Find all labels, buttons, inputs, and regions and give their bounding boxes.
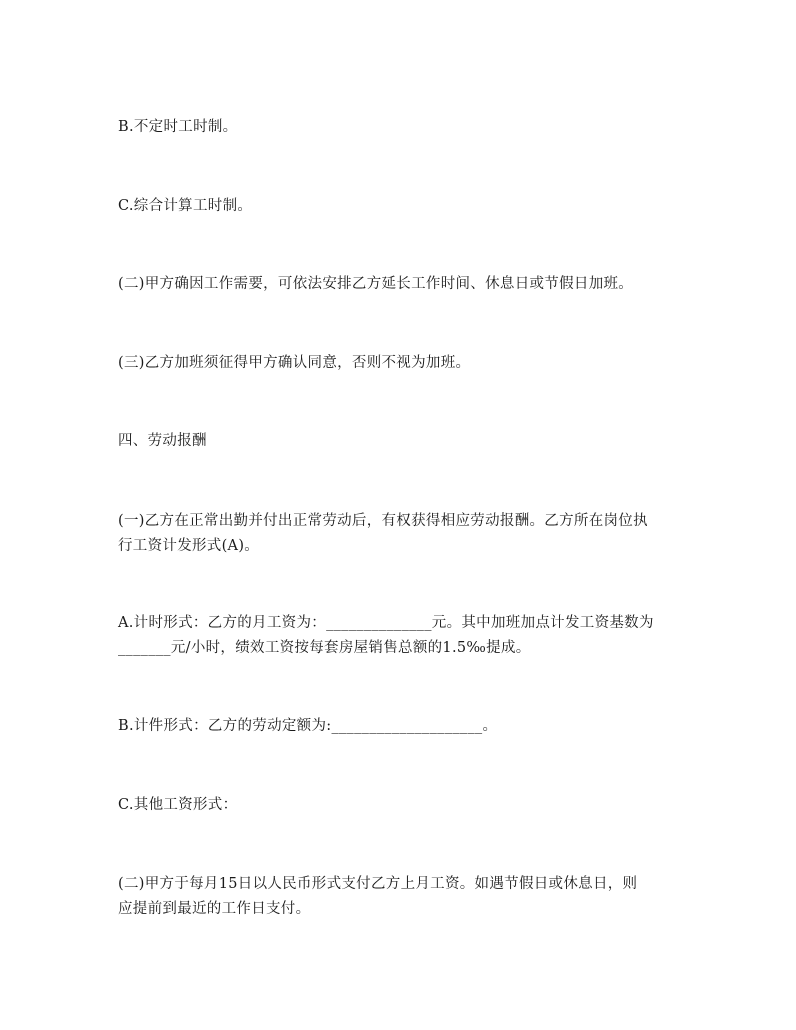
paragraph-flexible-hours: B.不定时工时制。 <box>118 119 238 135</box>
paragraph-overtime-arrangement: (二)甲方确因工作需要，可依法安排乙方延长工作时间、休息日或节假日加班。 <box>118 276 634 292</box>
paragraph-remuneration-right <box>118 509 688 559</box>
paragraph-payment-date <box>118 872 688 922</box>
paragraph-overtime-confirmation: (三)乙方加班须征得甲方确认同意，否则不视为加班。 <box>118 355 471 371</box>
section-heading-remuneration: 四、劳动报酬 <box>118 433 207 449</box>
paragraph-line: _______元/小时，绩效工资按每套房屋销售总额的1.5‰提成。 <box>118 640 531 656</box>
paragraph-piece-rate: B.计件形式：乙方的劳动定额为:____________________。 <box>118 718 498 734</box>
paragraph-time-based-pay <box>118 611 688 661</box>
paragraph-other-pay-forms: C.其他工资形式： <box>118 797 238 813</box>
paragraph-line: 应提前到最近的工作日支付。 <box>118 901 311 917</box>
paragraph-line: (一)乙方在正常出勤并付出正常劳动后，有权获得相应劳动报酬。乙方所在岗位执 <box>118 513 648 529</box>
paragraph-line: A.计时形式：乙方的月工资为：______________元。其中加班加点计发工资基数为 <box>118 615 654 631</box>
paragraph-line: 行工资计发形式(A)。 <box>118 538 260 554</box>
paragraph-line: (二)甲方于每月15日以人民币形式支付乙方上月工资。如遇节假日或休息日，则 <box>118 876 638 892</box>
paragraph-comprehensive-hours: C.综合计算工时制。 <box>118 198 253 214</box>
